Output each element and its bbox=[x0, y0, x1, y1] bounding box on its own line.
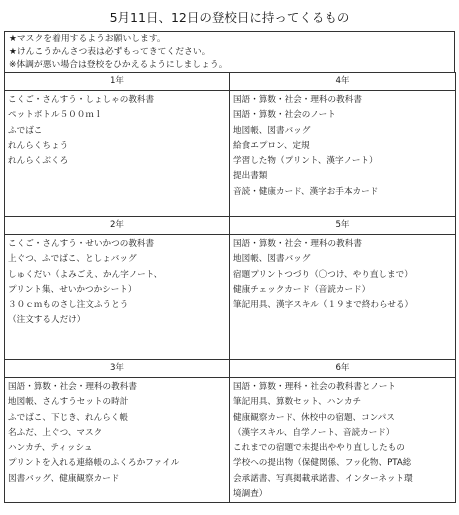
grade-6-items bbox=[230, 378, 456, 503]
list-item: ３０ｃｍものさし注文ふうとう bbox=[8, 300, 129, 311]
list-item: れんらくちょう bbox=[8, 140, 69, 151]
list-item: 音読・健康カード、漢字お手本カード bbox=[233, 186, 379, 197]
list-item: 上ぐつ、ふでばこ、としょバッグ bbox=[8, 254, 137, 265]
list-item: 地図帳、図書バッグ bbox=[233, 254, 311, 265]
list-item: 健康観察カード、休校中の宿題、コンパス bbox=[233, 412, 395, 423]
list-item: 健康チェックカード（音読カード） bbox=[233, 284, 371, 295]
grade-header-row bbox=[5, 73, 456, 91]
grade-header-6: 6年 bbox=[230, 360, 456, 378]
list-item: 学校への提出物（保健関係、フッ化物、PTA総 bbox=[233, 458, 412, 469]
grade-header-row bbox=[5, 360, 456, 378]
list-item: 学習した物（プリント、漢字ノート） bbox=[233, 156, 378, 167]
grade-3-items bbox=[5, 378, 230, 503]
grade-header-4: 4年 bbox=[230, 73, 456, 91]
list-item: 給食エプロン、定規 bbox=[233, 140, 310, 151]
list-item: ふでばこ、下じき、れんらく帳 bbox=[8, 412, 128, 423]
list-item: 宿題プリントつづり（〇つけ、やり直しまで） bbox=[233, 269, 413, 280]
list-item: 国語・算数・社会・理科の教科書 bbox=[8, 382, 137, 392]
notice-line-mask: ★マスクを着用するようお願いします。 bbox=[9, 34, 166, 44]
list-item: 図書バッグ、健康観察カード bbox=[8, 473, 120, 484]
grade-items-row bbox=[5, 378, 456, 503]
list-item: 名ふだ、上ぐつ、マスク bbox=[8, 427, 103, 438]
list-item: れんらくぶくろ bbox=[8, 156, 69, 167]
list-item: （注文する人だけ） bbox=[8, 315, 86, 326]
list-item: ふでばこ bbox=[8, 125, 43, 136]
list-item: こくご・さんすう・せいかつの教科書 bbox=[8, 239, 155, 249]
notice-line-health-card: ★けんこうかんさつ表は必ずもってきてください。 bbox=[9, 47, 211, 57]
list-item: こくご・さんすう・しょしゃの教科書 bbox=[8, 95, 155, 105]
list-item: 国語・算数・社会・理科の教科書 bbox=[233, 95, 362, 105]
grade-5-items bbox=[230, 235, 456, 360]
grade-items-row bbox=[5, 91, 456, 217]
list-item: ハンカチ、ティッシュ bbox=[8, 443, 93, 454]
grade-2-items bbox=[5, 235, 230, 360]
list-item: 地図帳、図書バッグ bbox=[233, 125, 311, 136]
list-item: プリント集、せいかつかシート） bbox=[8, 284, 137, 295]
list-item: これまでの宿題で未提出ややり直ししたもの bbox=[233, 443, 405, 454]
grade-header-5: 5年 bbox=[230, 217, 456, 235]
list-item: 国語・算数・理科・社会の教科書とノート bbox=[233, 382, 397, 392]
list-item: 境調査） bbox=[233, 489, 268, 500]
grade-header-row bbox=[5, 217, 456, 235]
notice-box bbox=[4, 31, 455, 72]
grade-header-1: 1年 bbox=[5, 73, 230, 91]
list-item: 会承諾書、写真掲載承諾書、インターネット環 bbox=[233, 473, 413, 484]
list-item: 提出書類 bbox=[233, 171, 268, 182]
grade-items-table bbox=[4, 72, 456, 503]
list-item: 地図帳、さんすうセットの時計 bbox=[8, 397, 129, 408]
list-item: 筆記用具、算数セット、ハンカチ bbox=[233, 397, 362, 408]
list-item: プリントを入れる連絡帳のふくろかファイル bbox=[8, 458, 180, 469]
list-item: 国語・算数・社会・理科の教科書 bbox=[233, 239, 362, 249]
list-item: しゅくだい（よみごえ、かん字ノート、 bbox=[8, 269, 163, 280]
grade-header-3: 3年 bbox=[5, 360, 230, 378]
grade-header-2: 2年 bbox=[5, 217, 230, 235]
list-item: 筆記用具、漢字スキル（１９まで終わらせる） bbox=[233, 300, 414, 311]
grade-items-row bbox=[5, 235, 456, 360]
list-item: 国語・算数・社会のノート bbox=[233, 110, 336, 121]
notice-line-sick: ※体調が悪い場合は登校をひかえるようにしましょう。 bbox=[9, 60, 228, 70]
list-item: （漢字スキル、自学ノート、音読カード） bbox=[233, 427, 395, 438]
grade-1-items bbox=[5, 91, 230, 217]
page-title: 5月11日、12日の登校日に持ってくるもの bbox=[109, 10, 350, 25]
grade-4-items bbox=[230, 91, 456, 217]
list-item: ペットボトル５００ｍｌ bbox=[8, 110, 103, 121]
